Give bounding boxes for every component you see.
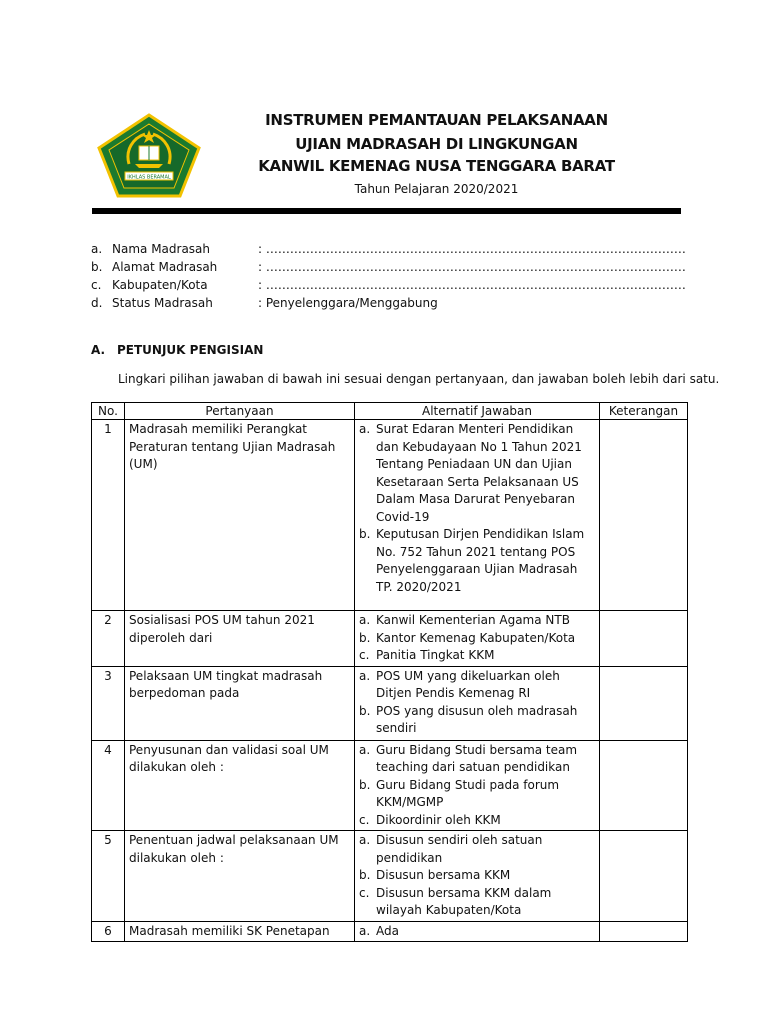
option-letter: a. <box>359 668 371 683</box>
section-letter: A. <box>91 343 106 357</box>
logo-motto: IKHLAS BERAMAL <box>127 174 171 181</box>
identity-label: Status Madrasah <box>112 296 213 310</box>
option-letter: c. <box>359 648 370 662</box>
answer-option[interactable] <box>359 647 595 665</box>
answer-options <box>355 420 600 611</box>
kemenag-logo <box>95 112 203 198</box>
answer-option[interactable] <box>359 703 595 738</box>
row-number: 5 <box>92 831 125 922</box>
option-text: POS yang disusun oleh madrasah sendiri <box>376 703 578 735</box>
answer-option[interactable] <box>359 421 595 526</box>
option-text: Disusun bersama KKM dalam wilayah Kabupaten/Kota <box>376 885 552 917</box>
identity-letter: a. <box>91 242 103 256</box>
answer-option[interactable] <box>359 668 595 703</box>
answer-option[interactable] <box>359 867 595 885</box>
option-text: Panitia Tingkat KKM <box>376 648 495 662</box>
academic-year: Tahun Pelajaran 2020/2021 <box>354 182 519 196</box>
identity-label: Kabupaten/Kota <box>112 278 208 292</box>
row-number: 1 <box>92 420 125 611</box>
answer-options <box>355 831 600 922</box>
option-letter: a. <box>359 742 371 757</box>
table-header-row <box>92 403 688 420</box>
table-row <box>92 831 688 922</box>
answer-option[interactable] <box>359 885 595 920</box>
option-text: Guru Bidang Studi bersama team teaching dari satuan pendidikan <box>376 742 578 774</box>
row-number: 3 <box>92 666 125 740</box>
answer-option[interactable] <box>359 612 595 630</box>
answer-option[interactable] <box>359 742 595 777</box>
answer-option[interactable] <box>359 526 595 596</box>
question-text: Pelaksaan UM tingkat madrasah berpedoman pada <box>125 666 355 740</box>
table-row <box>92 420 688 611</box>
row-number: 4 <box>92 740 125 831</box>
answer-option[interactable] <box>359 832 595 867</box>
option-letter: a. <box>359 923 371 938</box>
option-letter: b. <box>359 527 371 541</box>
section-a-heading <box>91 343 264 357</box>
section-title: PETUNJUK PENGISIAN <box>117 343 264 357</box>
notes-cell[interactable] <box>600 831 688 922</box>
option-letter: c. <box>359 812 370 827</box>
table-row <box>92 666 688 740</box>
answer-options <box>355 666 600 740</box>
identity-letter: d. <box>91 296 103 310</box>
identity-label: Nama Madrasah <box>112 242 211 256</box>
header-answers: Alternatif Jawaban <box>355 403 600 420</box>
table-row <box>92 921 688 942</box>
option-letter: a. <box>359 422 371 436</box>
question-text: Penentuan jadwal pelaksanaan UM dilakukan oleh : <box>125 831 355 922</box>
notes-cell[interactable] <box>600 921 688 942</box>
identity-value-field[interactable]: : …………………………………………………………………………………………… <box>258 242 686 256</box>
option-letter: c. <box>359 885 370 900</box>
option-text: Kanwil Kementerian Agama NTB <box>376 613 570 627</box>
notes-cell[interactable] <box>600 740 688 831</box>
option-letter: a. <box>359 833 371 847</box>
option-letter: b. <box>359 868 371 882</box>
answer-options <box>355 740 600 831</box>
title-line-2: UJIAN MADRASAH DI LINGKUNGAN <box>295 135 578 153</box>
identity-value-field[interactable]: : …………………………………………………………………………………………… <box>258 260 686 274</box>
answer-option[interactable] <box>359 812 595 830</box>
title-line-3: KANWIL KEMENAG NUSA TENGGARA BARAT <box>258 157 615 175</box>
option-text: Surat Edaran Menteri Pendidikan dan Kebudayaan No 1 Tahun 2021 Tentang Peniadaan UN dan Ujian Kesetaraan Serta Pelaksanaan US Dalam Masa Darurat Penyebaran Covid-19 <box>376 422 582 524</box>
answer-options <box>355 611 600 667</box>
option-letter: b. <box>359 703 371 718</box>
question-text: Penyusunan dan validasi soal UM dilakukan oleh : <box>125 740 355 831</box>
option-text: Dikoordinir oleh KKM <box>376 812 501 827</box>
header-notes: Keterangan <box>600 403 688 420</box>
option-text: Disusun sendiri oleh satuan pendidikan <box>376 833 543 865</box>
row-number: 6 <box>92 921 125 942</box>
answer-option[interactable] <box>359 777 595 812</box>
option-text: Keputusan Dirjen Pendidikan Islam No. 752 Tahun 2021 tentang POS Penyelenggaraan Ujian Madrasah TP. 2020/2021 <box>376 527 585 594</box>
notes-cell[interactable] <box>600 611 688 667</box>
option-letter: b. <box>359 777 371 792</box>
identity-letter: b. <box>91 260 103 274</box>
notes-cell[interactable] <box>600 420 688 611</box>
table-row <box>92 611 688 667</box>
answer-options <box>355 921 600 942</box>
option-text: Guru Bidang Studi pada forum KKM/MGMP <box>376 777 560 809</box>
notes-cell[interactable] <box>600 666 688 740</box>
question-text: Madrasah memiliki SK Penetapan <box>125 921 355 942</box>
row-number: 2 <box>92 611 125 667</box>
title-line-1: INSTRUMEN PEMANTAUAN PELAKSANAAN <box>265 111 608 129</box>
identity-value-field[interactable]: : …………………………………………………………………………………………… <box>258 278 686 292</box>
option-text: Kantor Kemenag Kabupaten/Kota <box>376 630 576 645</box>
answer-option[interactable] <box>359 630 595 648</box>
question-text: Madrasah memiliki Perangkat Peraturan tentang Ujian Madrasah (UM) <box>125 420 355 611</box>
identity-label: Alamat Madrasah <box>112 260 218 274</box>
option-text: Ada <box>376 923 399 938</box>
header-divider <box>92 208 681 214</box>
instruction-text: Lingkari pilihan jawaban di bawah ini sesuai dengan pertanyaan, dan jawaban boleh lebih dari satu. <box>118 372 720 386</box>
table-row <box>92 740 688 831</box>
identity-letter: c. <box>91 278 102 292</box>
option-letter: b. <box>359 630 371 645</box>
option-text: POS UM yang dikeluarkan oleh Ditjen Pendis Kemenag RI <box>376 668 560 700</box>
option-text: Disusun bersama KKM <box>376 868 511 882</box>
identity-value-field[interactable]: : Penyelenggara/Menggabung <box>258 296 438 310</box>
header-question: Pertanyaan <box>125 403 355 420</box>
answer-option[interactable] <box>359 923 595 941</box>
option-letter: a. <box>359 613 371 627</box>
question-text: Sosialisasi POS UM tahun 2021 diperoleh dari <box>125 611 355 667</box>
questionnaire-table <box>91 402 688 942</box>
header-no: No. <box>92 403 125 420</box>
